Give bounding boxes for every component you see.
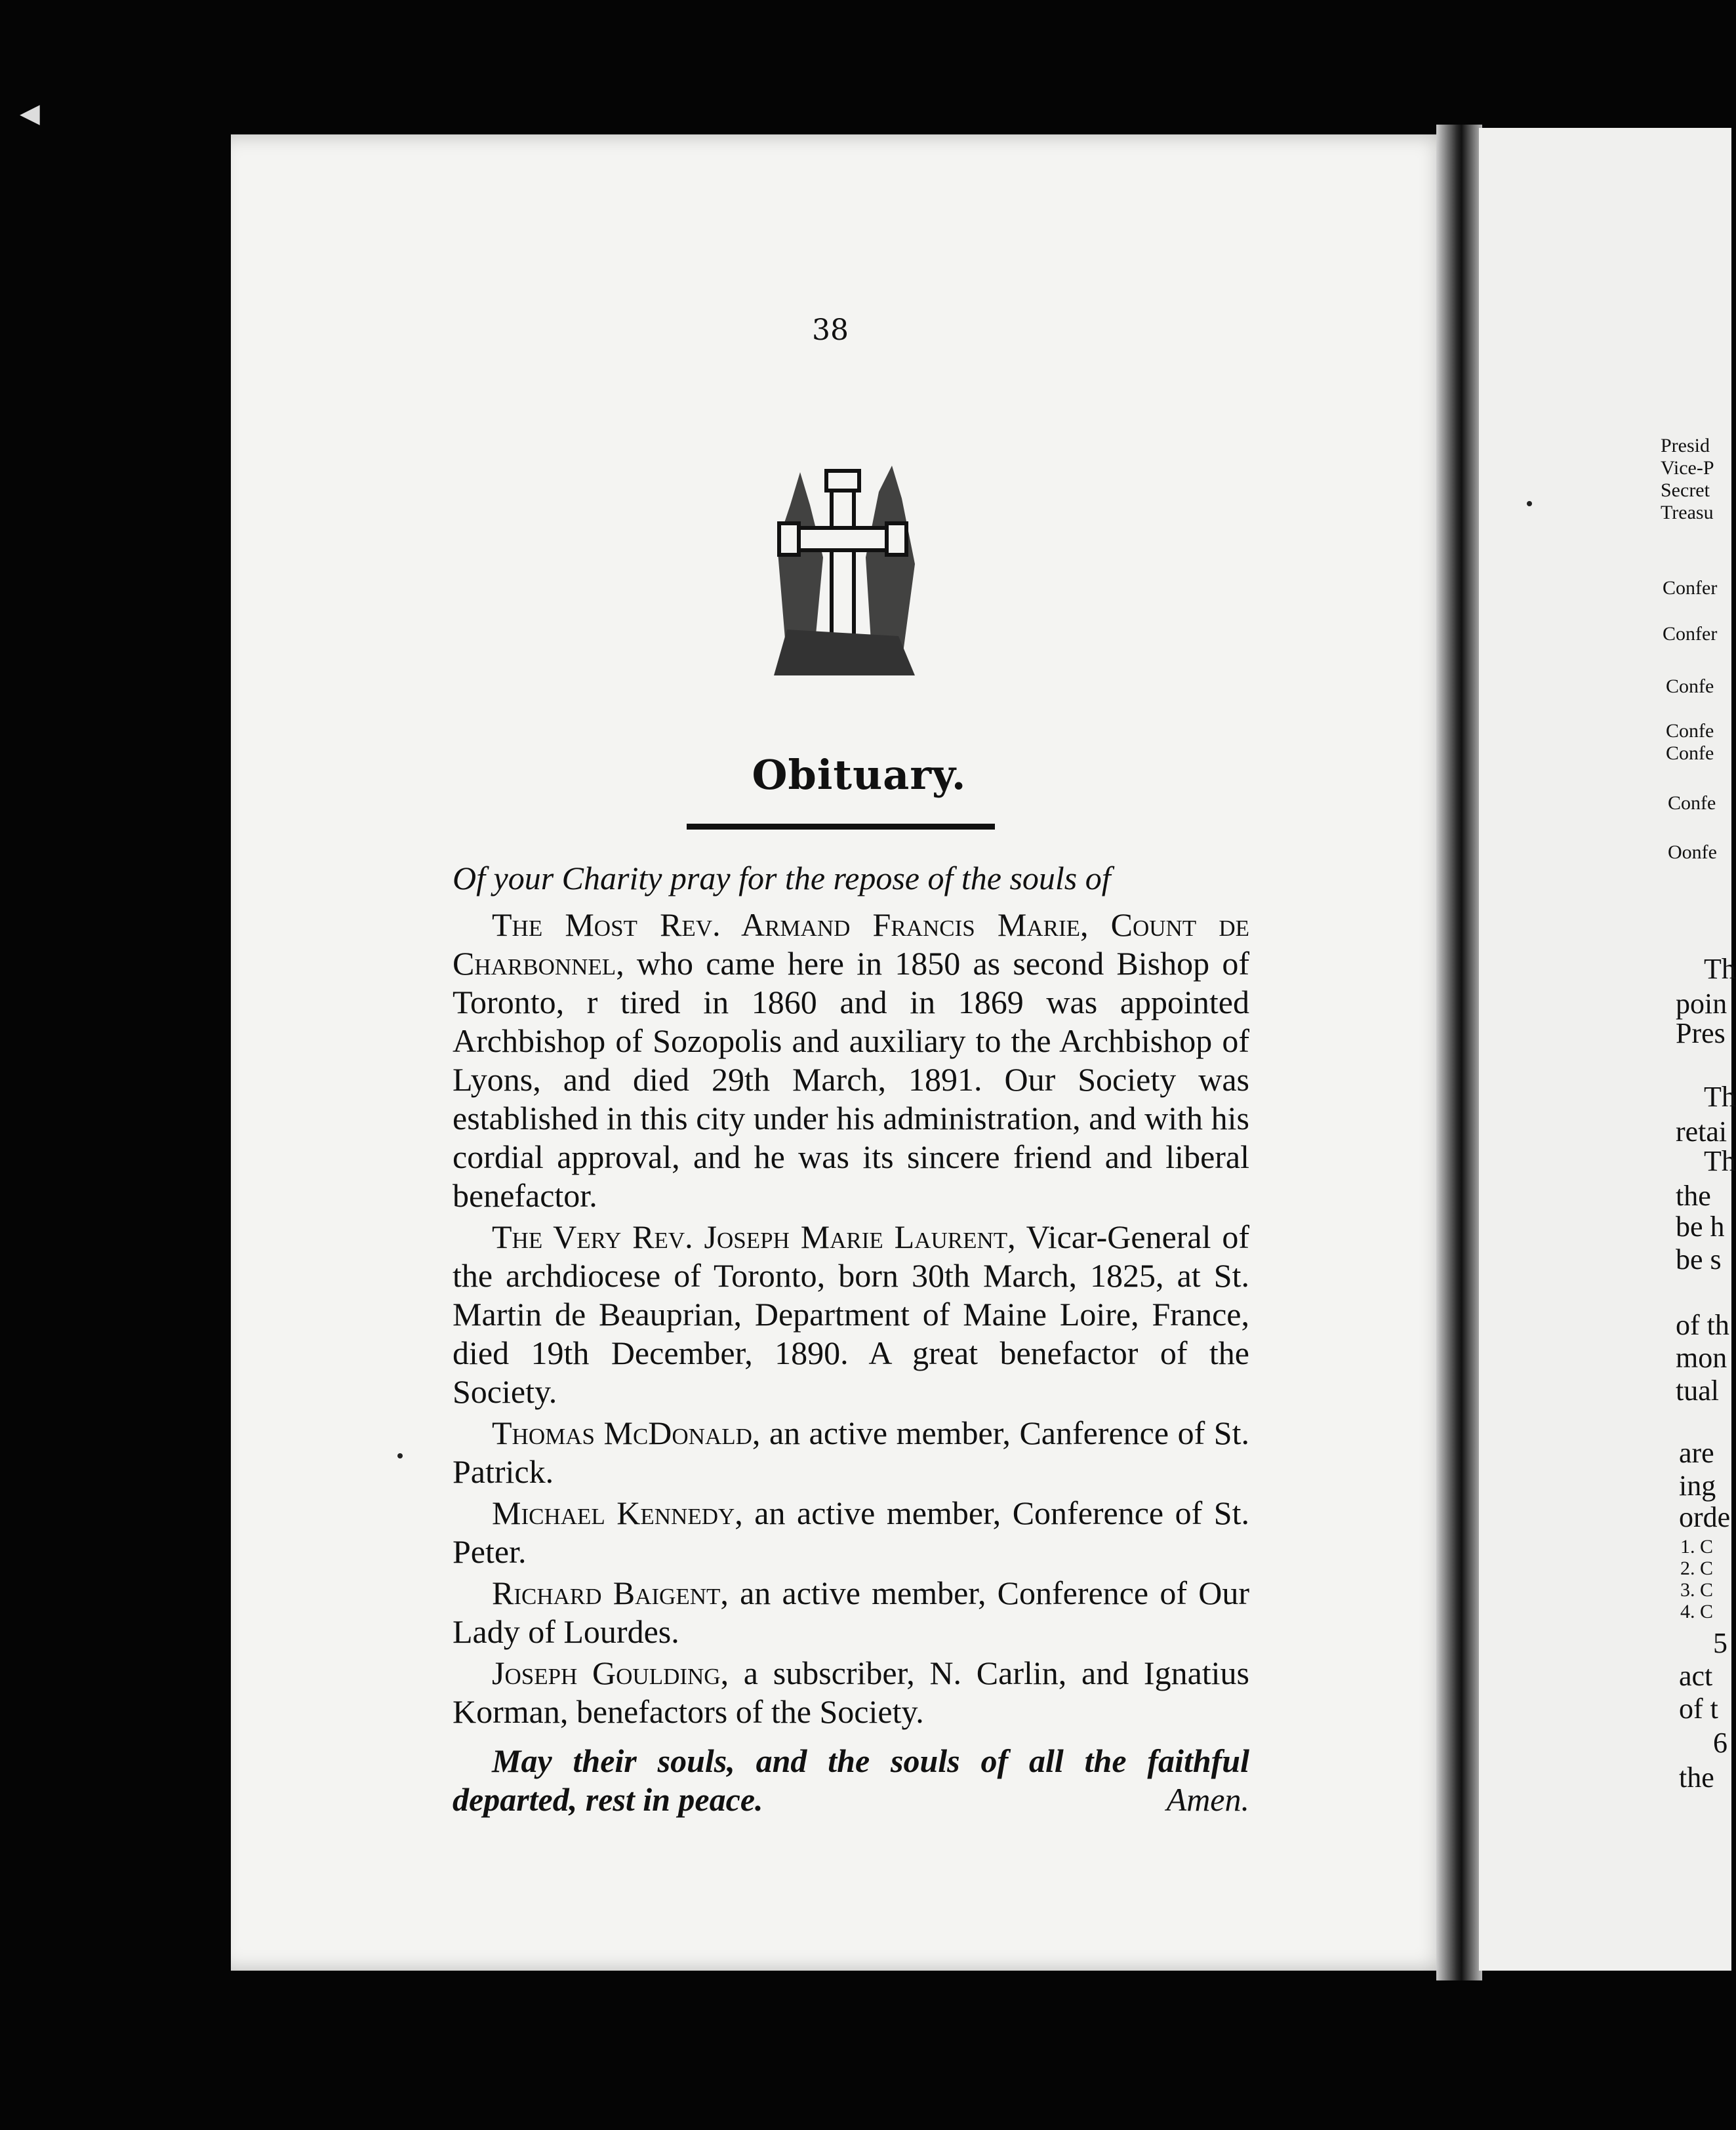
- entry-text: , who came here in 1850 as second Bishop of Toronto, r tired in 1860 and in 1869 was appointed Archbishop of Sozopolis and auxiliary to the Archbishop of Lyons, and died 29th March, 1891. Our Society was established in this city under his administration, and with his cordial approval, and he was its sincere friend and liberal benefactor.: [453, 945, 1249, 1214]
- closing-prayer: [453, 1742, 1249, 1819]
- obituary-entry: [453, 1218, 1249, 1411]
- conference-label: Confe: [1666, 675, 1714, 697]
- obituary-entry: [453, 1574, 1249, 1651]
- entry-text: , a subscriber, N. Carlin, and Ignatius Korman, benefactors of the Society.: [453, 1655, 1250, 1730]
- page-speck: [397, 1453, 403, 1458]
- right-fragment: Th: [1704, 953, 1736, 985]
- obituary-entry: [453, 1654, 1249, 1731]
- right-fragment: 3. C: [1680, 1579, 1714, 1601]
- right-fragment: of t: [1679, 1693, 1718, 1725]
- right-fragment: the: [1679, 1761, 1714, 1794]
- scanner-corner-mark: ◀: [20, 98, 40, 129]
- entry-text: , an active member, Conference of Our Lady of Lourdes.: [453, 1575, 1249, 1650]
- entry-name: Michael Kennedy: [492, 1495, 735, 1531]
- entry-name: Joseph Goulding: [492, 1655, 721, 1691]
- obituary-entry: [453, 1494, 1249, 1571]
- page-number: 38: [812, 313, 849, 347]
- conference-label: Oonfe: [1668, 841, 1717, 863]
- right-fragment: Th: [1704, 1081, 1736, 1113]
- right-fragment: tual: [1676, 1375, 1719, 1407]
- right-fragment: of th: [1676, 1309, 1729, 1341]
- book-spine: [1436, 125, 1482, 1980]
- entry-text: , Vicar-General of the archdiocese of Toronto, born 30th March, 1825, at St. Martin de Beauprian, Department of Maine Loire, France, died 19th December, 1890. A great benefactor of the Society.: [453, 1218, 1249, 1410]
- obituary-entry: [453, 906, 1249, 1215]
- right-fragment: be h: [1676, 1211, 1725, 1243]
- conference-label: Confer: [1663, 577, 1718, 599]
- right-fragment: orde: [1679, 1501, 1731, 1533]
- conference-label: Confer: [1663, 623, 1718, 645]
- obituary-entry: [453, 1414, 1249, 1491]
- entry-text: , an active member, Conference of St. Peter.: [453, 1495, 1249, 1570]
- officer-label: Treasu: [1661, 502, 1714, 523]
- right-fragment: 1. C: [1680, 1536, 1714, 1557]
- right-fragment: poin: [1676, 988, 1727, 1020]
- right-fragment: ing: [1679, 1470, 1716, 1502]
- officer-label: Vice-P: [1661, 457, 1714, 479]
- right-fragment: Th: [1704, 1145, 1736, 1177]
- right-fragment: the: [1676, 1180, 1711, 1212]
- intro-line: Of your Charity pray for the repose of the souls of: [453, 860, 1111, 896]
- conference-label: Confe: [1666, 742, 1714, 764]
- right-fragment: retai: [1676, 1115, 1727, 1148]
- officer-label: Presid: [1661, 435, 1710, 456]
- title-rule: [687, 824, 995, 830]
- entry-name: Richard Baigent: [492, 1575, 721, 1611]
- prayer-text: May their souls, and the souls of all the faithful departed, rest in peace.: [453, 1742, 1249, 1818]
- page-speck: [1527, 501, 1532, 506]
- right-fragment: mon: [1676, 1342, 1727, 1374]
- right-fragment: 6: [1713, 1727, 1727, 1759]
- officer-label: Secret: [1661, 479, 1710, 501]
- conference-label: Confe: [1668, 792, 1716, 814]
- right-fragment: 4. C: [1680, 1601, 1714, 1622]
- right-fragment: are: [1679, 1437, 1714, 1469]
- right-fragment: 2. C: [1680, 1557, 1714, 1579]
- conference-label: Confe: [1666, 720, 1714, 742]
- right-fragment: be s: [1676, 1243, 1722, 1276]
- entry-name: The Most Rev. Armand Francis Marie, Count de Charbonnel: [453, 906, 1249, 982]
- right-fragment: 5: [1713, 1627, 1727, 1659]
- right-fragment: act: [1679, 1660, 1713, 1692]
- entry-text: , an active member, Canference of St. Patrick.: [453, 1415, 1249, 1490]
- entry-name: The Very Rev. Joseph Marie Laurent: [492, 1218, 1008, 1255]
- entry-name: Thomas McDonald: [492, 1415, 752, 1451]
- cross-illustration: [761, 466, 925, 675]
- amen-text: Amen.: [1166, 1781, 1249, 1818]
- page-title: Obituary.: [752, 751, 967, 799]
- obituary-text: [453, 859, 1249, 1852]
- right-fragment: Pres: [1676, 1017, 1726, 1049]
